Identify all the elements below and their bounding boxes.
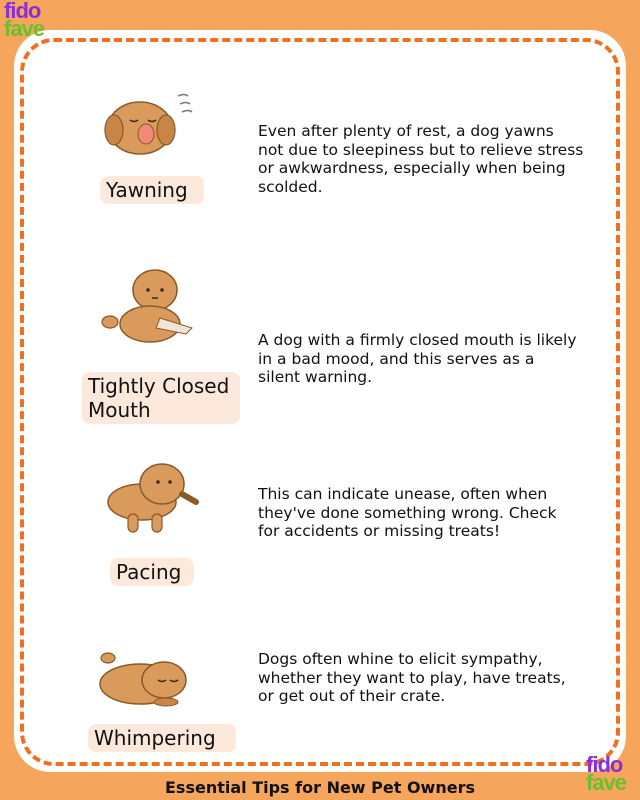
label-pacing: Pacing [110,558,194,586]
brand-line2: fave [4,16,45,42]
desc-tightly-closed-mouth: A dog with a firmly closed mouth is likely in a bad mood, and this serves as a silent warning. [258,331,577,386]
pacing-dog-icon [100,458,200,538]
label-whimpering: Whimpering [88,724,236,752]
whimpering-dog-icon [96,644,200,714]
closed-mouth-dog-icon [100,268,200,348]
brand-logo [4,0,45,42]
desc-whimpering: Dogs often whine to elicit sympathy, whether they want to play, have treats, or get out of their crate. [258,650,566,705]
footer-title: Essential Tips for New Pet Owners [165,778,475,797]
brand-line1-bottom: fido [586,752,623,777]
desc-yawning: Even after plenty of rest, a dog yawns not due to sleepiness but to relieve stress or awkwardness, especially when being scolded. [258,122,584,196]
label-tightly-closed-mouth: Tightly Closed Mouth [82,372,240,424]
label-yawning: Yawning [100,176,204,204]
yawning-dog-icon [100,90,200,160]
brand-line1: fido [4,0,41,23]
desc-pacing: This can indicate unease, often when they've done something wrong. Check for accidents or missing treats! [258,485,557,540]
brand-line2-bottom: fave [586,770,627,796]
